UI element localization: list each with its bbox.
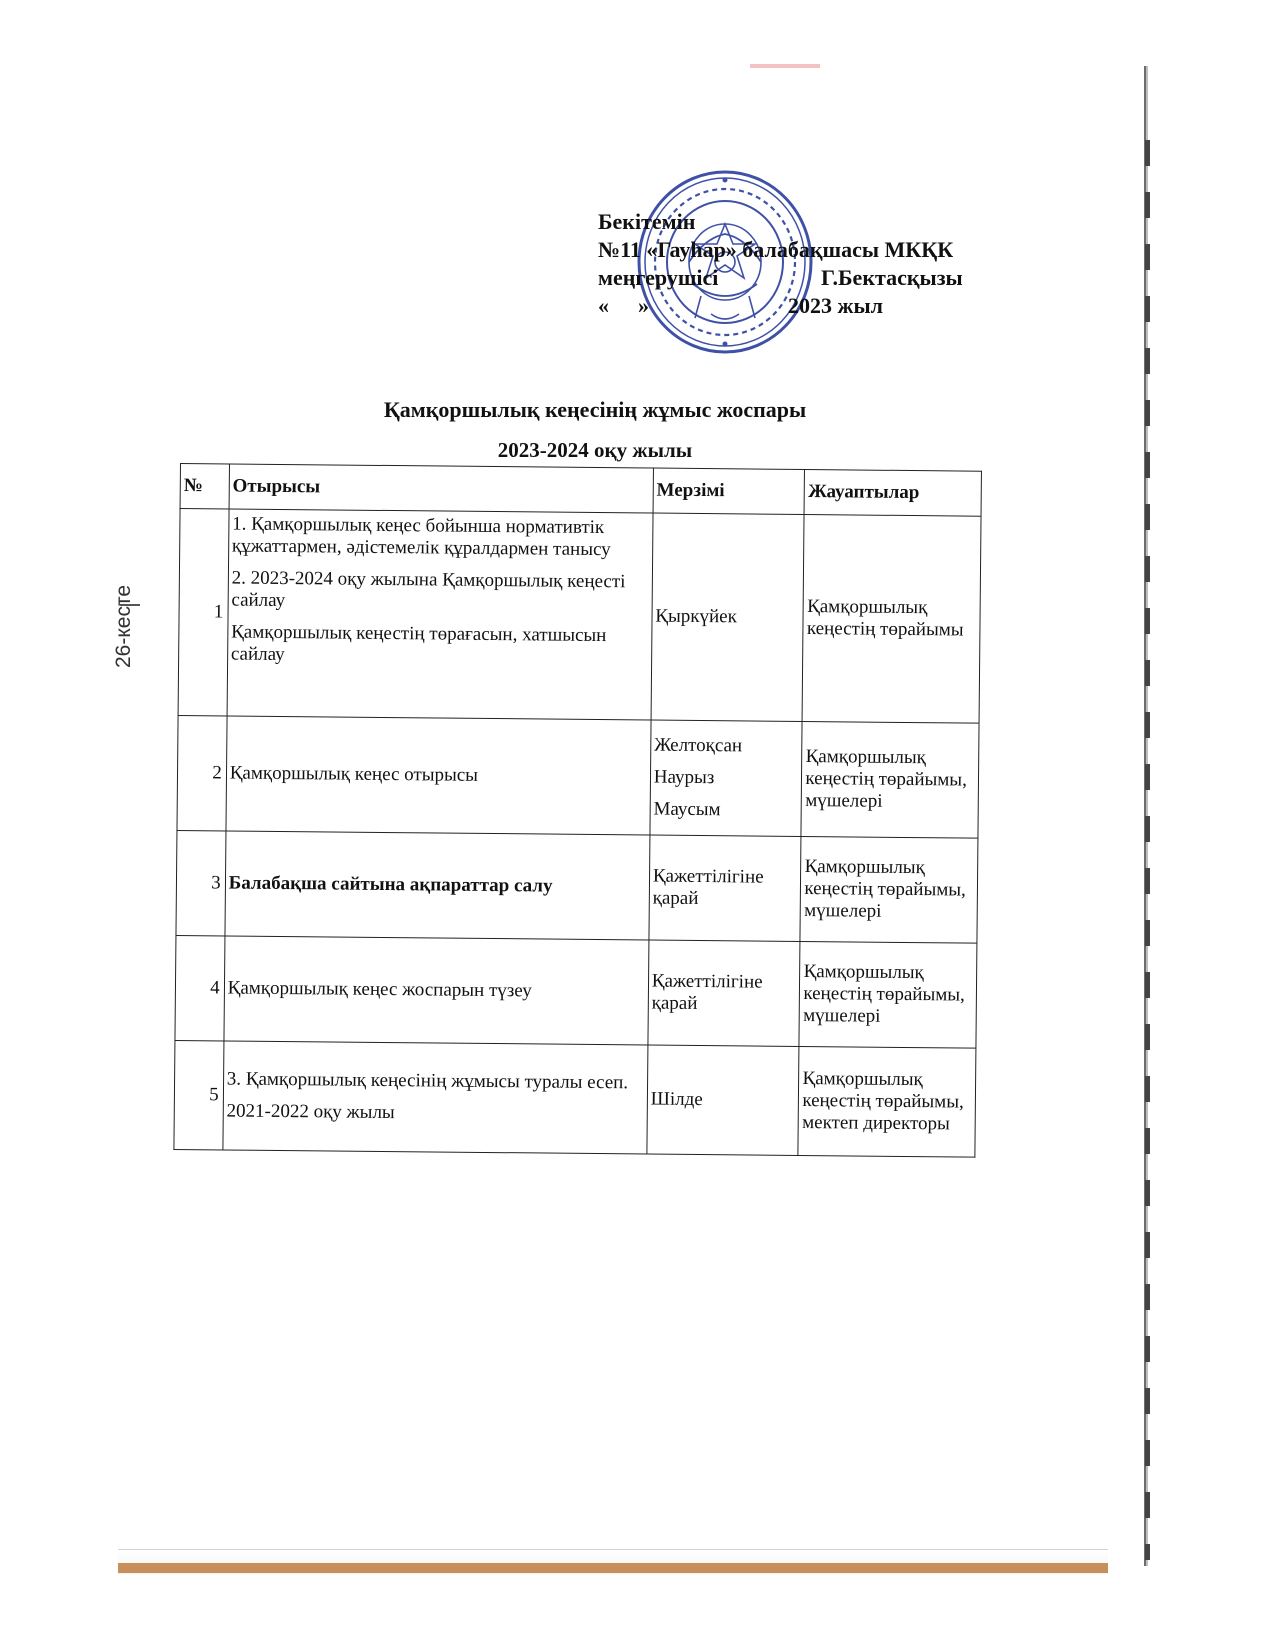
date-item: Наурыз	[653, 766, 715, 789]
row-number: 4	[175, 935, 225, 1040]
date-item: Қажеттілігіне қарай	[651, 970, 763, 1014]
date-item: Маусым	[653, 798, 721, 821]
date-cell	[648, 940, 801, 1046]
date-open-quote: «	[598, 293, 609, 318]
approval-date-line	[598, 292, 953, 320]
responsible-cell: Қамқоршылық кеңестің төрайымы, мүшелері	[799, 941, 977, 1048]
document-title: Қамқоршылық кеңесінің жұмыс жоспары	[383, 397, 807, 422]
date-cell	[649, 835, 802, 941]
row-number: 1	[178, 509, 229, 716]
session-cell	[224, 936, 649, 1045]
date-item: Желтоқсан	[654, 734, 743, 757]
date-cell	[647, 1045, 800, 1155]
session-item: Қамқоршылық кеңестің төрағасын, хатшысын сайлау	[230, 621, 607, 666]
table-row	[175, 935, 977, 1048]
header-no: №	[180, 464, 229, 509]
desk-surface	[118, 1563, 1108, 1573]
approval-role: меңгерушісі	[598, 265, 719, 290]
table-row	[174, 1040, 976, 1157]
approval-title: Бекітемін	[598, 209, 696, 234]
top-mark	[750, 64, 820, 68]
session-item: Қамқоршылық кеңес жоспарын түзеу	[227, 977, 532, 1002]
plan-table	[173, 463, 982, 1158]
session-item: 3. Қамқоршылық кеңесінің жұмысы туралы есеп.	[226, 1068, 629, 1094]
date-close-quote: »	[638, 293, 649, 318]
session-cell	[223, 1041, 648, 1154]
header-date: Мерзімі	[653, 468, 805, 514]
responsible-cell: Қамқоршылық кеңестің төрайымы	[803, 514, 982, 723]
responsible-cell: Қамқоршылық кеңестің төрайымы, мүшелері	[801, 721, 979, 838]
approval-year: 2023 жыл	[788, 293, 883, 318]
approval-signature-line	[598, 264, 963, 292]
date-item: Қыркүйек	[655, 605, 737, 628]
header-session: Отырысы	[229, 464, 653, 513]
responsible-cell: Қамқоршылық кеңестің төрайымы, мүшелері	[800, 836, 978, 943]
table-row	[177, 715, 979, 838]
table-row	[178, 509, 981, 724]
date-item: Қажеттілігіне қарай	[652, 865, 764, 909]
session-item: Қамқоршылық кеңес отырысы	[229, 762, 479, 786]
binder-edge	[1145, 140, 1150, 1560]
session-item: 2021-2022 оқу жылы	[226, 1100, 395, 1124]
session-item: Балабақша сайтына ақпараттар салу	[228, 872, 553, 897]
date-item: Шілде	[650, 1088, 703, 1111]
table-header-row	[180, 464, 981, 517]
date-cell	[651, 513, 805, 721]
session-cell	[225, 831, 650, 940]
approval-head-name: Г.Бектасқызы	[821, 265, 963, 290]
row-number: 5	[174, 1040, 224, 1149]
session-cell	[226, 716, 651, 835]
session-item: 1. Қамқоршылық кеңес бойынша нормативтік құжаттармен, әдістемелік құралдармен танысу	[231, 513, 611, 561]
table-row	[176, 830, 978, 943]
header-responsible: Жауаптылар	[805, 469, 982, 516]
date-cell	[650, 720, 803, 836]
session-item: 2. 2023-2024 оқу жылына Қамқоршылық кеңесті сайлау	[231, 567, 626, 612]
responsible-cell: Қамқоршылық кеңестің төрайымы, мектеп директоры	[798, 1046, 976, 1157]
approval-organization: №11 «Гауһар» балабақшасы МКҚК	[598, 237, 954, 262]
side-label: 26-кесте	[112, 584, 135, 668]
approval-block	[598, 208, 963, 320]
session-cell	[227, 509, 653, 720]
row-number: 3	[176, 830, 226, 935]
row-number: 2	[177, 715, 227, 830]
document-subtitle: 2023-2024 оқу жылы	[497, 438, 693, 462]
